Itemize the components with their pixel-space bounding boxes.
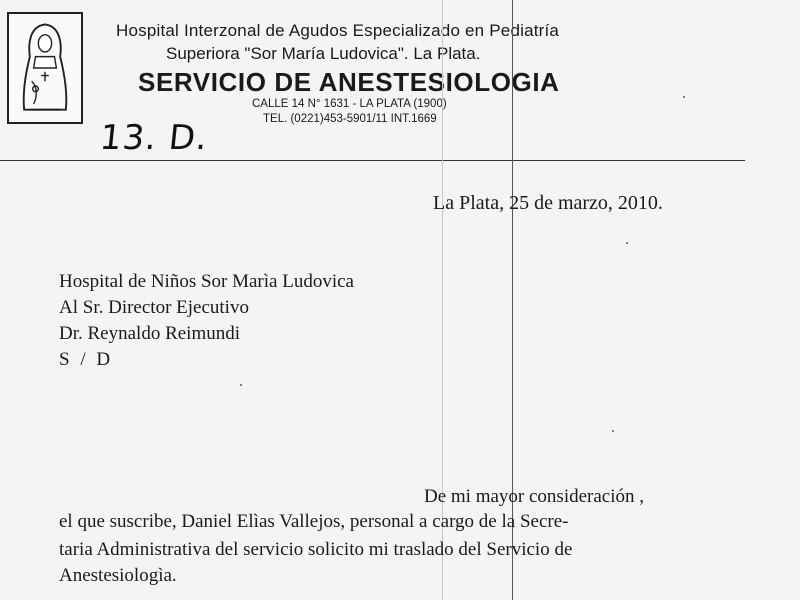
handwritten-note: 13. D. (97, 118, 210, 158)
scan-speck (683, 96, 685, 98)
nun-logo (7, 12, 83, 124)
recipient-line: Hospital de Niños Sor Marìa Ludovica (59, 271, 354, 292)
scan-fold-line (442, 0, 443, 600)
scan-speck (626, 242, 628, 244)
body-line: el que suscribe, Daniel Elìas Vallejos, personal a cargo de la Secre- (59, 511, 569, 532)
body-line: taria Administrativa del servicio solicito mi traslado del Servicio de (59, 539, 573, 560)
recipient-line: Al Sr. Director Ejecutivo (59, 297, 249, 318)
letter-date: La Plata, 25 de marzo, 2010. (433, 192, 663, 214)
nun-figure-icon (9, 14, 81, 122)
recipient-line: S / D (59, 349, 114, 370)
service-title: SERVICIO DE ANESTESIOLOGIA (138, 67, 560, 97)
header-divider (0, 160, 745, 161)
hospital-address: CALLE 14 N° 1631 - LA PLATA (1900) (252, 98, 447, 110)
hospital-name-line-2: Superiora "Sor María Ludovica". La Plata. (166, 44, 481, 63)
body-line: Anestesiologìa. (59, 565, 177, 586)
scan-fold-line (512, 0, 513, 600)
letter-greeting: De mi mayor consideración , (424, 486, 645, 507)
scan-speck (240, 384, 242, 386)
recipient-line: Dr. Reynaldo Reimundi (59, 323, 241, 344)
scan-speck (612, 430, 614, 432)
hospital-name: Hospital Interzonal de Agudos Especializado en Pediatría (116, 21, 560, 40)
hospital-phone: TEL. (0221)453-5901/11 INT.1669 (263, 113, 437, 125)
